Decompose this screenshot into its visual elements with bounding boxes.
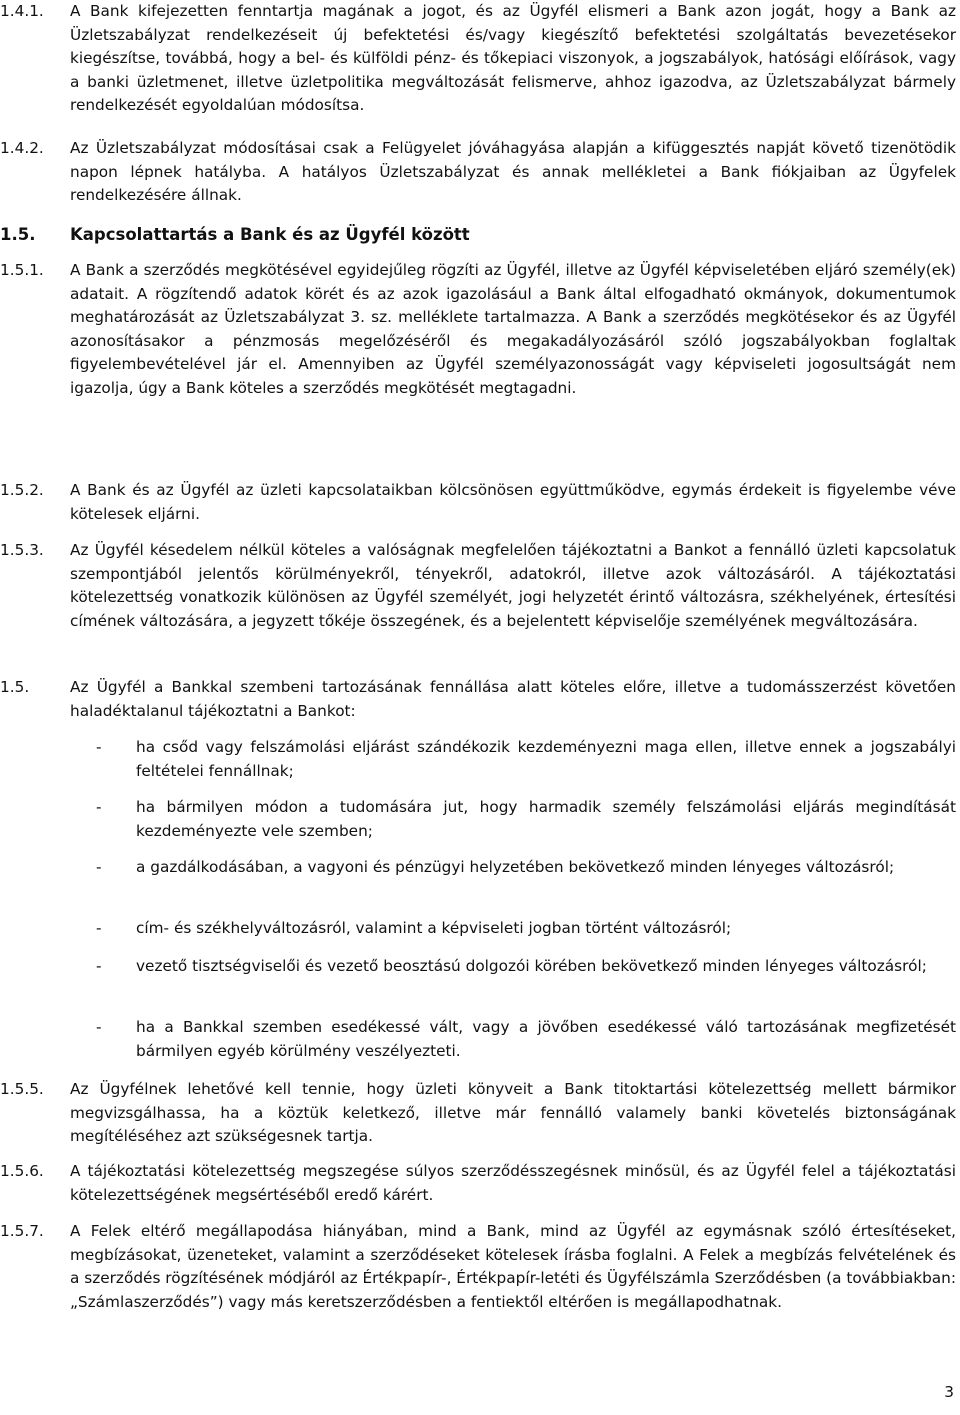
paragraph-text: Az Ügyfél a Bankkal szembeni tartozásának fennállása alatt köteles előre, illetve a tudomásszerzést követően haladéktalanul tájékoztatni a Bankot: [70,678,956,720]
paragraph-1-5-6 [0,1160,960,1207]
section-heading-1-5 [0,223,960,247]
list-item [0,917,960,941]
list-item-text: ha a Bankkal szemben esedékessé vált, vagy a jövőben esedékessé váló tartozásának megfizetését bármilyen egyéb körülmény veszélyezteti. [136,1018,956,1060]
list-marker: - [96,919,102,937]
paragraph-text: Az Ügyfélnek lehetővé kell tennie, hogy üzleti könyveit a Bank titoktartási kötelezettség mellett bármikor megvizsgálhassa, ha a köztük keletkező, illetve már fennálló valamely banki követelés biztonságának megítéléséhez azt szükségesnek tartja. [70,1080,956,1146]
paragraph-text: Az Ügyfél késedelem nélkül köteles a valóságnak megfelelően tájékoztatni a Bankot a fennálló üzleti kapcsolatuk szempontjából jelentős körülményekről, tényekről, adatokról, illetve azok változásáról. A tájékoztatási kötelezettség vonatkozik különösen az Ügyfél személyét, jogi helyzetét érintő változásra, székhelyének, értesítési címének változására, a jegyzett tőkéje összegének, és a bejelentett képviselője személyének megváltozására. [70,541,956,630]
list-marker: - [96,858,102,876]
paragraph-text: A Bank kifejezetten fenntartja magának a jogot, és az Ügyfél elismeri a Bank azon jogát, hogy a Bank az Üzletszabályzat rendelkezéseit új befektetési és/vagy kiegészítő befektetési szolgáltatás bevezetésekor kiegészítse, továbbá, hogy a bel- és külföldi pénz- és tőkepiaci viszonyok, a jogszabályok, hatósági előírások, vagy a banki üzletmenet, illetve üzletpolitika megváltozását felismerve, ahhoz igazodva, az Üzletszabályzat bármely rendelkezését egyoldalúan módosítsa. [70,2,956,115]
paragraph-1-4-1 [0,0,960,118]
list-item [0,796,960,843]
list-item [0,1016,960,1063]
section-number: 1.5.1. [0,261,44,279]
list-item-text: ha bármilyen módon a tudomására jut, hogy harmadik személy felszámolási eljárás megindítását kezdeményezte vele szemben; [136,798,956,840]
section-number: 1.5.5. [0,1080,44,1098]
list-item-text: ha csőd vagy felszámolási eljárást szándékozik kezdeményezni maga ellen, illetve ennek a jogszabályi feltételei fennállnak; [136,738,956,780]
page-number: 3 [944,1383,954,1401]
list-item-text: a gazdálkodásában, a vagyoni és pénzügyi helyzetében bekövetkező minden lényeges változásról; [136,858,895,876]
paragraph-1-4-2 [0,137,960,208]
paragraph-1-5-2 [0,479,960,526]
section-title: Kapcsolattartás a Bank és az Ügyfél között [70,225,470,244]
paragraph-text: A Felek eltérő megállapodása hiányában, mind a Bank, mind az Ügyfél az egymásnak szóló értesítéseket, megbízásokat, üzeneteket, valamint a szerződéseket kötelesek írásba foglalni. A Felek a megbízás felvételének és a szerződés rögzítésének módjáról az Értékpapír-, Értékpapír-letéti és Ügyfélszámla Szerződésben (a továbbiakban: „Számlaszerződés”) vagy más keretszerződésben a fentiektől eltérően is megállapodhatnak. [70,1222,957,1311]
section-number: 1.4.1. [0,2,44,20]
list-item [0,736,960,783]
section-number: 1.5.3. [0,541,44,559]
paragraph-1-5-4 [0,676,960,723]
section-number: 1.5.7. [0,1222,44,1240]
list-item-text: cím- és székhelyváltozásról, valamint a képviseleti jogban történt változásról; [136,919,732,937]
list-item [0,856,960,880]
section-number: 1.5.2. [0,481,44,499]
list-marker: - [96,738,102,756]
list-item [0,955,960,979]
paragraph-text: A Bank és az Ügyfél az üzleti kapcsolataikban kölcsönösen együttműködve, egymás érdekeit is figyelembe véve kötelesek eljárni. [70,481,956,523]
paragraph-text: Az Üzletszabályzat módosításai csak a Felügyelet jóváhagyása alapján a kifüggesztés napját követő tizenötödik napon lépnek hatályba. A hatályos Üzletszabályzat és annak mellékletei a Bank fiókjaiban az Ügyfelek rendelkezésére állnak. [70,139,956,205]
section-number: 1.4.2. [0,139,44,157]
list-marker: - [96,798,102,816]
paragraph-text: A tájékoztatási kötelezettség megszegése súlyos szerződésszegésnek minősül, és az Ügyfél felel a tájékoztatási kötelezettségének megsértéséből eredő kárért. [70,1162,956,1204]
list-marker: - [96,1018,102,1036]
paragraph-1-5-5 [0,1078,960,1149]
paragraph-text: A Bank a szerződés megkötésével egyidejűleg rögzíti az Ügyfél, illetve az Ügyfél képviseletében eljáró személy(ek) adatait. A rögzítendő adatok körét és az azok igazolásául a Bank által elfogadható okmányok, dokumentumok meghatározását az Üzletszabályzat 3. sz. melléklete tartalmazza. A Bank a szerződés megkötésekor és az Ügyfél azonosításakor a pénzmosás megelőzéséről és megakadályozásáról szóló jogszabályokban foglaltak figyelembevételével jár el. Amennyiben az Ügyfél személyazonosságát vagy képviseleti jogosultságát nem igazolja, úgy a Bank köteles a szerződés megkötését megtagadni. [70,261,956,397]
paragraph-1-5-7 [0,1220,960,1314]
paragraph-1-5-3 [0,539,960,633]
list-marker: - [96,957,102,975]
section-number: 1.5. [0,225,36,244]
paragraph-1-5-1 [0,259,960,401]
section-number: 1.5.6. [0,1162,44,1180]
list-item-text: vezető tisztségviselői és vezető beosztású dolgozói körében bekövetkező minden lényeges változásról; [136,957,927,975]
section-number: 1.5. [0,678,30,696]
